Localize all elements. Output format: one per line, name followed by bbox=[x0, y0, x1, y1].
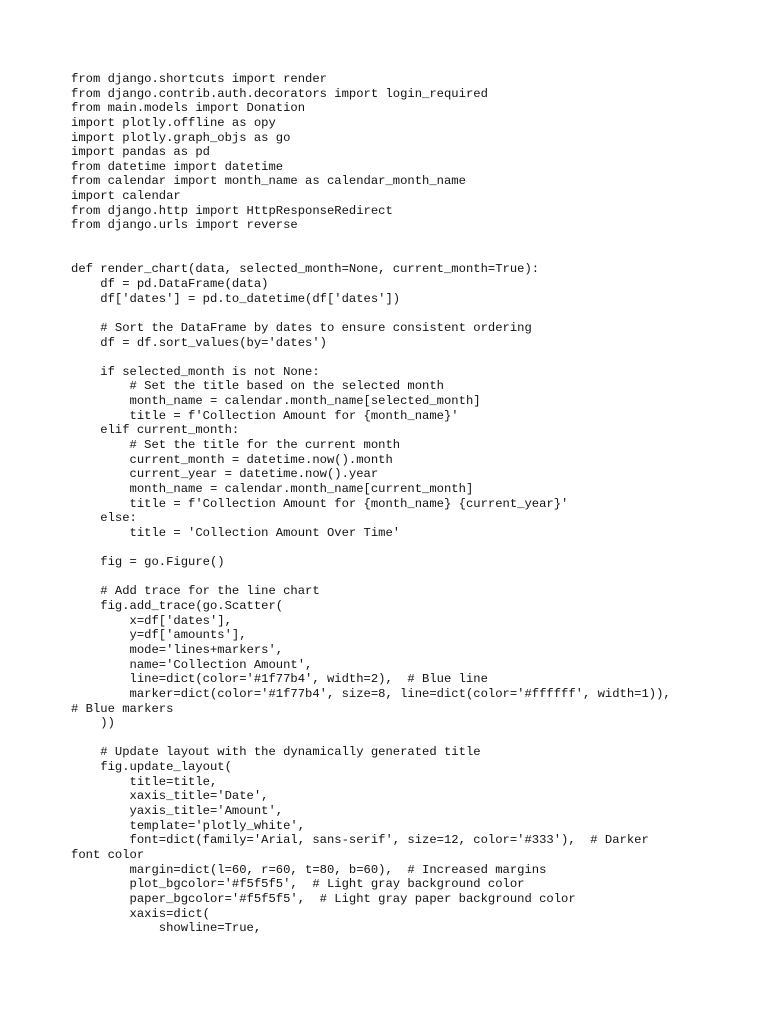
code-line bbox=[71, 350, 751, 365]
code-line bbox=[71, 248, 751, 263]
code-line: import calendar bbox=[71, 189, 181, 204]
code-line bbox=[71, 731, 751, 746]
code-line: title = f'Collection Amount for {month_name}' bbox=[71, 408, 459, 423]
code-line: import pandas as pd bbox=[71, 145, 210, 160]
code-line: font color bbox=[71, 847, 145, 862]
code-line: month_name = calendar.month_name[current_month] bbox=[71, 481, 474, 496]
code-line: from django.urls import reverse bbox=[71, 218, 298, 233]
code-line: title = f'Collection Amount for {month_name} {current_year}' bbox=[71, 496, 569, 511]
code-line: import plotly.graph_objs as go bbox=[71, 130, 291, 145]
code-line bbox=[71, 306, 751, 321]
code-line: )) bbox=[71, 716, 115, 731]
code-line bbox=[71, 570, 751, 585]
code-line: title = 'Collection Amount Over Time' bbox=[71, 525, 401, 540]
code-line: from main.models import Donation bbox=[71, 101, 306, 116]
code-line: df['dates'] = pd.to_datetime(df['dates']) bbox=[71, 291, 401, 306]
code-line: plot_bgcolor='#f5f5f5', # Light gray background color bbox=[71, 877, 525, 892]
code-line: xaxis_title='Date', bbox=[71, 789, 269, 804]
code-line bbox=[71, 541, 751, 556]
code-line: template='plotly_white', bbox=[71, 818, 306, 833]
code-line: month_name = calendar.month_name[selected_month] bbox=[71, 394, 481, 409]
code-line: from django.contrib.auth.decorators import login_required bbox=[71, 86, 488, 101]
code-line: # Sort the DataFrame by dates to ensure consistent ordering bbox=[71, 320, 532, 335]
code-line: paper_bgcolor='#f5f5f5', # Light gray paper background color bbox=[71, 891, 576, 906]
code-line: current_year = datetime.now().year bbox=[71, 467, 379, 482]
code-line: name='Collection Amount', bbox=[71, 657, 313, 672]
code-line: title=title, bbox=[71, 774, 218, 789]
code-line: y=df['amounts'], bbox=[71, 628, 247, 643]
code-line: df = pd.DataFrame(data) bbox=[71, 276, 269, 291]
code-line: yaxis_title='Amount', bbox=[71, 804, 284, 819]
code-line: else: bbox=[71, 511, 137, 526]
code-line: df = df.sort_values(by='dates') bbox=[71, 335, 327, 350]
code-line: from calendar import month_name as calendar_month_name bbox=[71, 174, 466, 189]
code-line: fig.add_trace(go.Scatter( bbox=[71, 599, 284, 614]
code-line: # Blue markers bbox=[71, 701, 174, 716]
code-line: line=dict(color='#1f77b4', width=2), # Blue line bbox=[71, 672, 488, 687]
code-block bbox=[71, 72, 751, 936]
code-line: showline=True, bbox=[71, 921, 262, 936]
code-line: from django.shortcuts import render bbox=[71, 72, 327, 86]
code-line: elif current_month: bbox=[71, 423, 240, 438]
code-line: import plotly.offline as opy bbox=[71, 115, 276, 130]
code-line: # Add trace for the line chart bbox=[71, 584, 320, 599]
code-line: def render_chart(data, selected_month=None, current_month=True): bbox=[71, 262, 540, 277]
code-line: # Set the title for the current month bbox=[71, 438, 401, 453]
code-line: fig = go.Figure() bbox=[71, 555, 225, 570]
code-line: xaxis=dict( bbox=[71, 906, 210, 921]
code-line: x=df['dates'], bbox=[71, 613, 232, 628]
code-line: marker=dict(color='#1f77b4', size=8, line=dict(color='#ffffff', width=1)), bbox=[71, 686, 671, 701]
code-line: fig.update_layout( bbox=[71, 760, 232, 775]
code-line: if selected_month is not None: bbox=[71, 364, 320, 379]
code-line: margin=dict(l=60, r=60, t=80, b=60), # Increased margins bbox=[71, 862, 547, 877]
code-line: # Set the title based on the selected month bbox=[71, 379, 444, 394]
code-line: # Update layout with the dynamically generated title bbox=[71, 745, 481, 760]
code-line: font=dict(family='Arial, sans-serif', size=12, color='#333'), # Darker bbox=[71, 833, 649, 848]
code-line: from datetime import datetime bbox=[71, 159, 284, 174]
code-line: from django.http import HttpResponseRedirect bbox=[71, 203, 393, 218]
code-line bbox=[71, 233, 751, 248]
code-line: current_month = datetime.now().month bbox=[71, 452, 393, 467]
code-line: mode='lines+markers', bbox=[71, 642, 284, 657]
